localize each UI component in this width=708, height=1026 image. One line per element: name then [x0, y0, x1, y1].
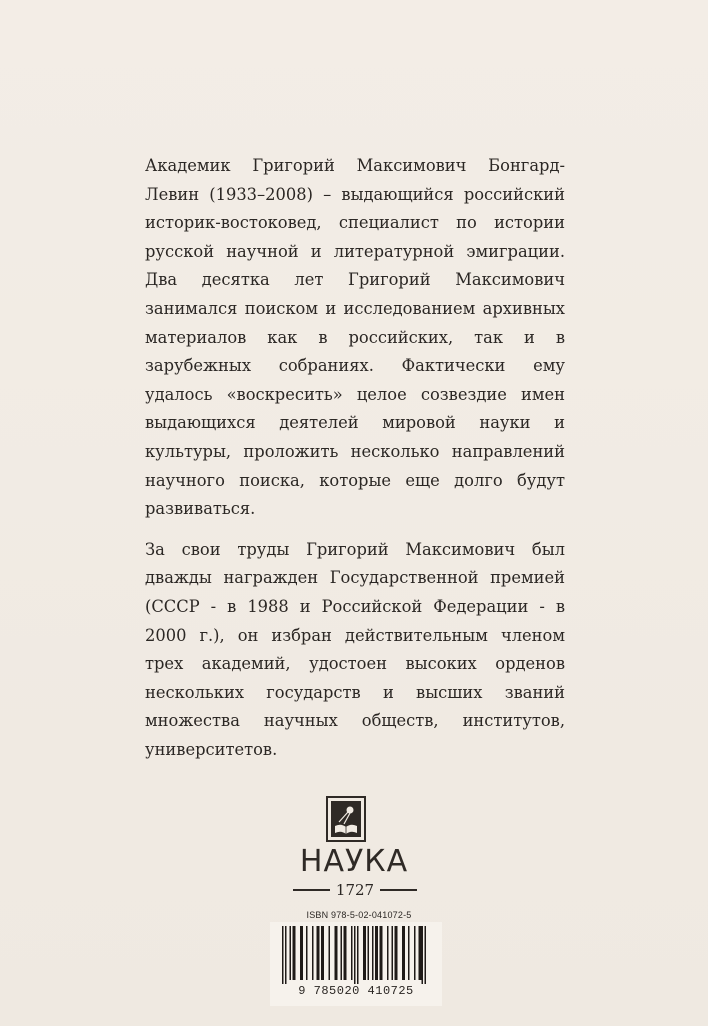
barcode-bar — [375, 926, 378, 980]
barcode-bar — [335, 926, 338, 980]
barcode-bar — [372, 926, 374, 980]
barcode-bar — [387, 926, 389, 980]
barcode-bar — [402, 926, 405, 980]
barcode-bar — [422, 926, 424, 984]
annotation-text — [145, 152, 565, 776]
barcode-bar — [357, 926, 359, 984]
paragraph-biography: Академик Григорий Максимович Бонгард-Левин (1933–2008) – выдающийся российский историк-востоковед, специалист по истории русской научной и литературной эмиграции. Два десятка лет Григорий Максимович занимался поиском и исследованием архивных материалов как в российских, так и в зарубежных собраниях. Фактически ему удалось «воскресить» целое созвездие имен выдающихся деятелей мировой науки и культуры, проложить несколько направлений научного поиска, которые еще долго будут развиваться. — [145, 156, 565, 519]
barcode-bar — [300, 926, 303, 980]
barcode-bar — [380, 926, 383, 980]
barcode-bar — [392, 926, 394, 980]
barcode-bar — [351, 926, 353, 980]
publisher-year-row — [293, 880, 417, 900]
barcode-bar — [341, 926, 343, 980]
barcode-bar — [306, 926, 308, 980]
barcode-bar — [408, 926, 410, 980]
barcode-bar — [321, 926, 324, 980]
barcode-bar — [285, 926, 287, 984]
barcode — [278, 926, 434, 984]
publisher-name: НАУКА — [299, 844, 409, 879]
barcode-bar — [368, 926, 370, 980]
publisher-year: 1727 — [335, 881, 375, 899]
nauka-book-sputnik-icon — [326, 796, 366, 842]
barcode-bar — [344, 926, 347, 980]
year-rule-right — [380, 889, 417, 891]
barcode-bar — [395, 926, 398, 980]
barcode-bar — [317, 926, 320, 980]
barcode-bar — [354, 926, 356, 984]
barcode-bar — [425, 926, 427, 984]
barcode-bar — [414, 926, 416, 980]
barcode-bar — [312, 926, 314, 980]
barcode-bar — [329, 926, 331, 980]
barcode-bar — [290, 926, 292, 980]
barcode-bar — [282, 926, 284, 984]
isbn-label: ISBN 978-5-02-041072-5 — [306, 910, 412, 920]
barcode-bar — [363, 926, 366, 980]
barcode-area — [270, 922, 442, 1006]
barcode-bar — [419, 926, 422, 980]
barcode-digits: 9 785020 410725 — [298, 984, 414, 998]
year-rule-left — [293, 889, 330, 891]
barcode-bar — [293, 926, 296, 980]
paragraph-awards: За свои труды Григорий Максимович был дважды награжден Государственной премией (СССР - в 1988 и Российской Федерации - в 2000 г.), он избран действительным членом трех академий, удостоен высоких орденов нескольких государств и высших званий множества научных обществ, институтов, университетов. — [145, 539, 565, 759]
